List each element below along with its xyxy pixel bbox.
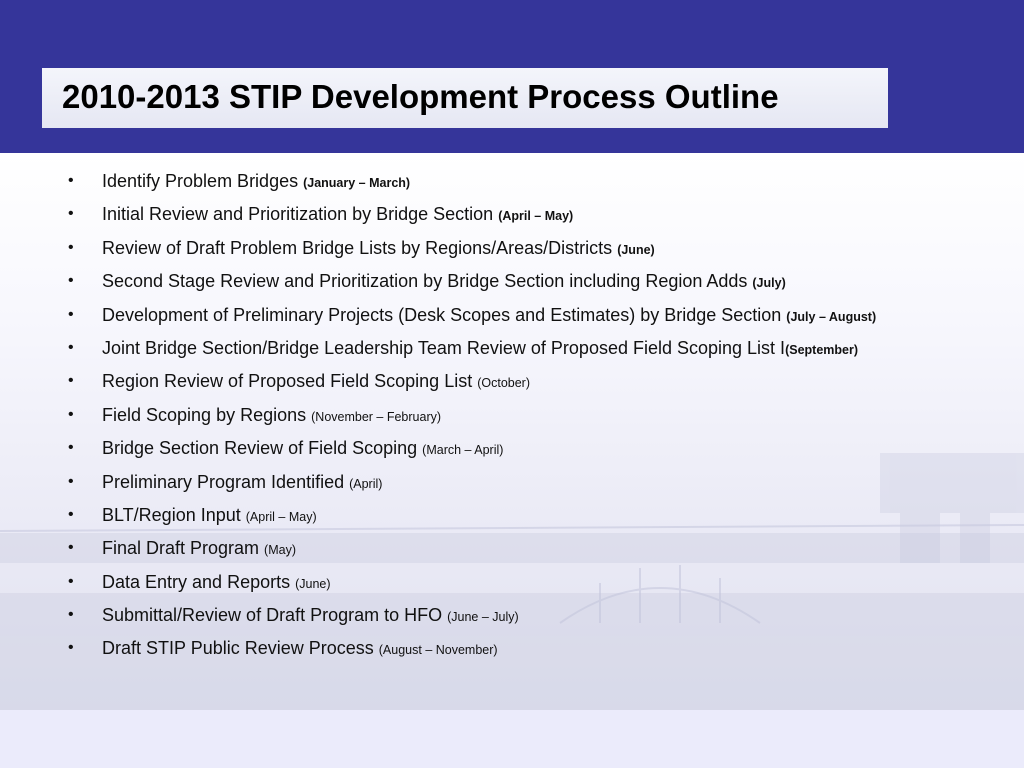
bullet-icon: • xyxy=(68,238,74,256)
step-label: Bridge Section Review of Field Scoping xyxy=(102,438,423,459)
step-label: Field Scoping by Regions xyxy=(102,404,312,425)
bullet-icon: • xyxy=(68,305,74,323)
step-timeframe: (September) xyxy=(785,342,858,357)
bullet-icon: • xyxy=(68,505,74,523)
title-box xyxy=(42,68,888,128)
bullet-icon: • xyxy=(68,205,74,223)
step-label: Joint Bridge Section/Bridge Leadership Team Review of Proposed Field Scoping List I xyxy=(102,337,786,358)
step-label: Submittal/Review of Draft Program to HFO xyxy=(102,605,448,626)
step-timeframe: (July – August) xyxy=(786,309,877,324)
footer-band xyxy=(0,710,1024,768)
step-label: Draft STIP Public Review Process xyxy=(102,638,379,659)
slide-title: 2010-2013 STIP Development Process Outline xyxy=(62,78,779,115)
bullet-icon: • xyxy=(68,405,74,423)
step-timeframe: (April – May) xyxy=(245,509,317,524)
step-timeframe: (August – November) xyxy=(378,643,498,658)
bullet-icon: • xyxy=(68,539,74,557)
bullet-icon: • xyxy=(68,172,74,189)
step-label: Preliminary Program Identified xyxy=(102,471,350,492)
step-timeframe: (January – March) xyxy=(303,176,411,190)
step-label: Identify Problem Bridges xyxy=(102,171,304,191)
step-timeframe: (November – February) xyxy=(311,409,442,424)
bullet-icon: • xyxy=(68,338,74,356)
step-timeframe: (October) xyxy=(477,376,531,391)
bullet-icon: • xyxy=(68,572,74,590)
step-label: Data Entry and Reports xyxy=(102,571,296,592)
step-label: Development of Preliminary Projects (Desk Scopes and Estimates) by Bridge Section xyxy=(102,304,787,325)
step-timeframe: (June) xyxy=(295,576,331,591)
bullet-icon: • xyxy=(68,439,74,457)
step-timeframe: (June – July) xyxy=(447,610,519,625)
step-timeframe: (June) xyxy=(617,242,655,257)
step-timeframe: (July) xyxy=(752,276,786,291)
step-label: Initial Review and Prioritization by Bridge Section xyxy=(102,204,499,225)
bullet-icon: • xyxy=(68,606,74,624)
bullet-icon: • xyxy=(68,472,74,490)
bullet-icon: • xyxy=(68,372,74,390)
step-label: Region Review of Proposed Field Scoping List xyxy=(102,371,478,392)
step-label: Final Draft Program xyxy=(102,538,265,559)
step-timeframe: (April – May) xyxy=(498,209,574,224)
bullet-icon: • xyxy=(68,639,74,657)
step-label: BLT/Region Input xyxy=(102,504,246,525)
step-timeframe: (March – April) xyxy=(422,443,504,458)
step-timeframe: (May) xyxy=(264,543,296,558)
step-label: Second Stage Review and Prioritization by Bridge Section including Region Adds xyxy=(102,271,753,292)
step-label: Review of Draft Problem Bridge Lists by Regions/Areas/Districts xyxy=(102,237,618,258)
bullet-icon: • xyxy=(68,272,74,290)
step-timeframe: (April) xyxy=(349,476,383,491)
